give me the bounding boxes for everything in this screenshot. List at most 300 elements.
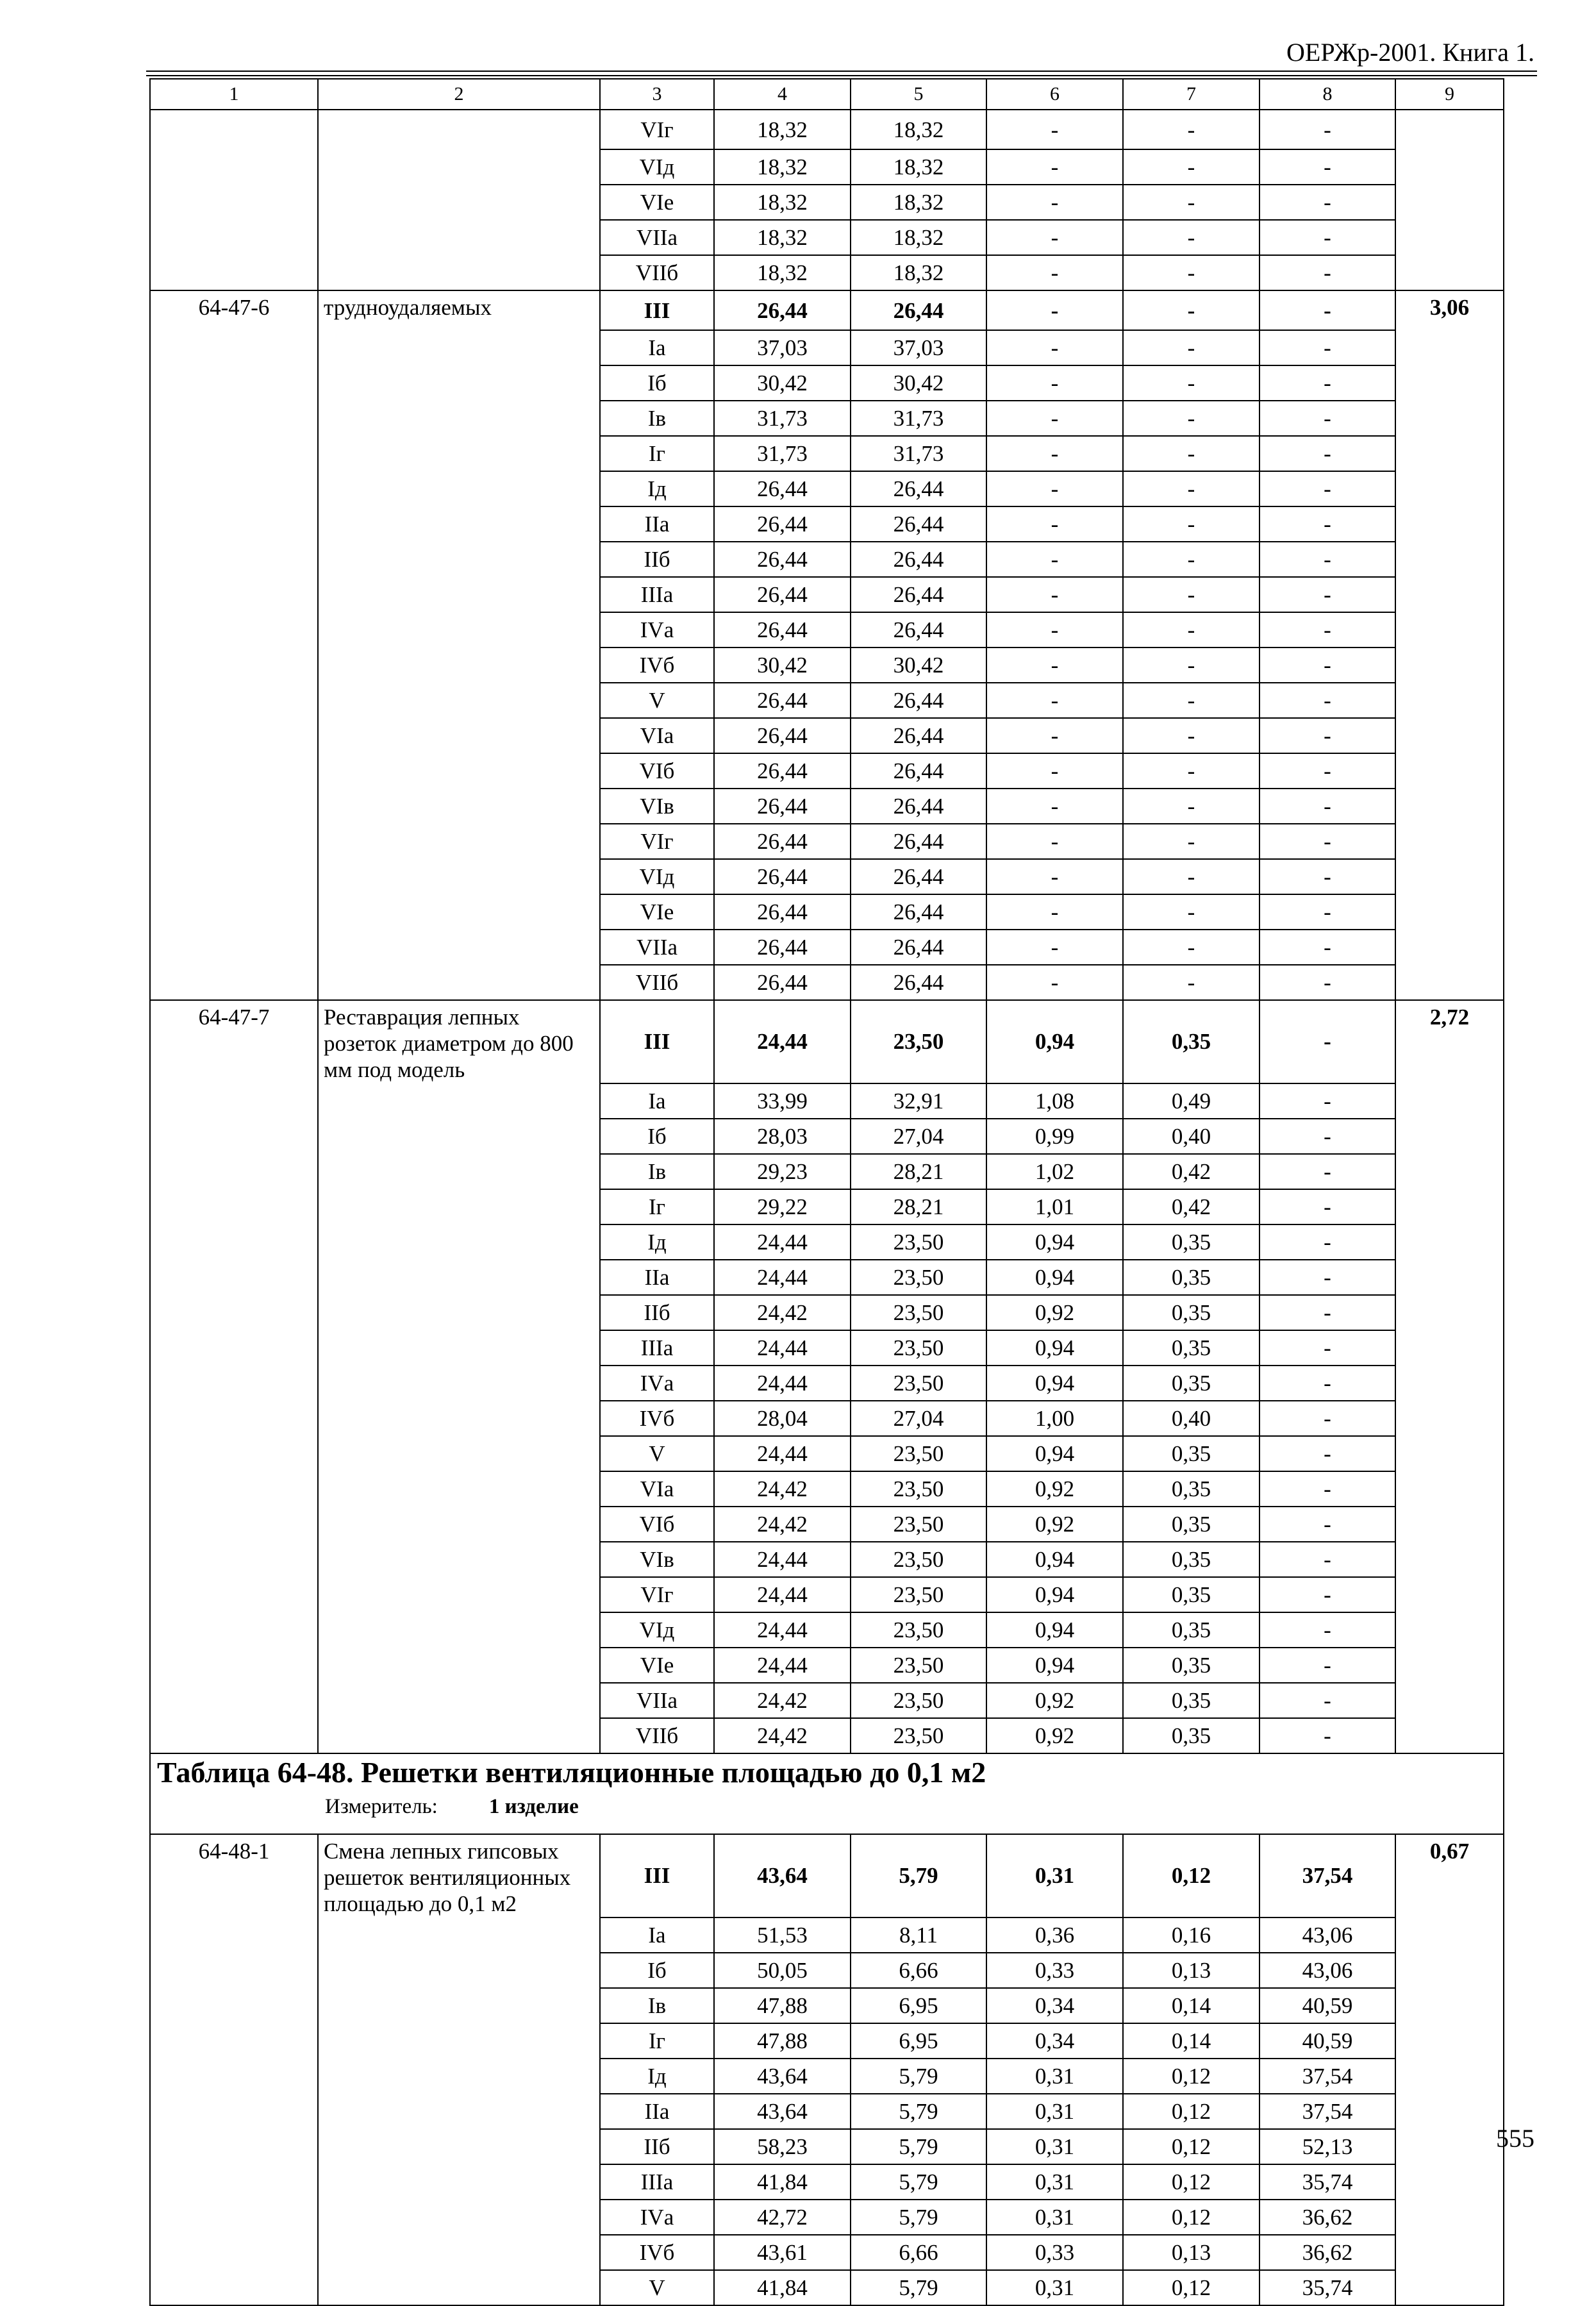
value-cell: - [986, 220, 1123, 255]
item-code-blank [150, 2023, 318, 2059]
value-cell: 23,50 [851, 1542, 986, 1577]
zone-cell: VIIб [600, 965, 714, 1000]
value-cell: 26,44 [714, 930, 851, 965]
item-note-blank [1395, 1295, 1504, 1330]
value-cell: - [1259, 789, 1395, 824]
zone-cell: IIб [600, 1295, 714, 1330]
value-cell: 40,59 [1259, 2023, 1395, 2059]
value-cell: 43,06 [1259, 1953, 1395, 1988]
value-cell: - [1123, 542, 1259, 577]
value-cell: 26,44 [851, 577, 986, 612]
value-cell: - [1123, 718, 1259, 753]
value-cell: - [1259, 1542, 1395, 1577]
value-cell: 0,94 [986, 1542, 1123, 1577]
value-cell: - [1123, 824, 1259, 859]
column-number: 2 [318, 79, 600, 110]
zone-cell: VIIб [600, 255, 714, 290]
value-cell: 0,40 [1123, 1401, 1259, 1436]
zone-cell: Iд [600, 471, 714, 506]
value-cell: - [1123, 753, 1259, 789]
value-cell: 8,11 [851, 1917, 986, 1953]
value-cell: 0,35 [1123, 1542, 1259, 1577]
value-cell: 0,99 [986, 1119, 1123, 1154]
value-cell: 23,50 [851, 1000, 986, 1083]
zone-cell: III [600, 290, 714, 330]
value-cell: 23,50 [851, 1577, 986, 1612]
item-note-blank [1395, 2129, 1504, 2164]
value-cell: 26,44 [714, 753, 851, 789]
value-cell: 0,35 [1123, 1330, 1259, 1366]
item-code-blank [150, 2270, 318, 2305]
item-note [1395, 110, 1504, 149]
item-name: Реставрация лепных розеток диаметром до 800 мм под модель [318, 1000, 600, 1083]
value-cell: 0,13 [1123, 2235, 1259, 2270]
value-cell: - [986, 965, 1123, 1000]
item-code-blank [150, 577, 318, 612]
zone-cell: Iд [600, 1224, 714, 1260]
item-note-blank [1395, 1917, 1504, 1953]
value-cell: 0,94 [986, 1330, 1123, 1366]
value-cell: 18,32 [851, 149, 986, 185]
value-cell: - [986, 930, 1123, 965]
value-cell: - [1259, 1330, 1395, 1366]
value-cell: 26,44 [714, 859, 851, 894]
zone-cell: VIа [600, 718, 714, 753]
value-cell: - [1123, 436, 1259, 471]
value-cell: - [1259, 1683, 1395, 1718]
value-cell: - [1259, 506, 1395, 542]
table-row [150, 683, 1504, 718]
item-note-blank [1395, 2023, 1504, 2059]
value-cell: 26,44 [851, 290, 986, 330]
item-name-blank [318, 1083, 600, 1119]
zone-cell: IVб [600, 2235, 714, 2270]
item-code-blank [150, 612, 318, 648]
value-cell: - [1123, 930, 1259, 965]
value-cell: - [1259, 930, 1395, 965]
item-note-blank [1395, 365, 1504, 401]
table-title: Таблица 64-48. Решетки вентиляционные площадью до 0,1 м2 [157, 1755, 986, 1789]
value-cell: 26,44 [714, 542, 851, 577]
value-cell: 0,35 [1123, 1295, 1259, 1330]
value-cell: - [1259, 471, 1395, 506]
value-cell: 24,44 [714, 1366, 851, 1401]
value-cell: - [1259, 683, 1395, 718]
item-code-blank [150, 2200, 318, 2235]
column-number-row [150, 79, 1504, 110]
value-cell: - [1123, 330, 1259, 365]
item-note-blank [1395, 2059, 1504, 2094]
value-cell: 43,61 [714, 2235, 851, 2270]
item-note-blank [1395, 2094, 1504, 2129]
item-note-blank [1395, 1683, 1504, 1718]
value-cell: 0,12 [1123, 2059, 1259, 2094]
item-name-blank [318, 471, 600, 506]
item-note-blank [1395, 930, 1504, 965]
value-cell: 26,44 [714, 965, 851, 1000]
value-cell: - [1259, 1154, 1395, 1189]
value-cell: 23,50 [851, 1330, 986, 1366]
value-cell: 26,44 [851, 859, 986, 894]
zone-cell: VIв [600, 789, 714, 824]
item-note-blank [1395, 255, 1504, 290]
item-note-blank [1395, 149, 1504, 185]
value-cell: - [1123, 255, 1259, 290]
value-cell: 0,14 [1123, 2023, 1259, 2059]
value-cell: 23,50 [851, 1224, 986, 1260]
item-code-blank [150, 894, 318, 930]
item-name-blank [318, 648, 600, 683]
item-name-blank [318, 401, 600, 436]
value-cell: 36,62 [1259, 2235, 1395, 2270]
item-name-blank [318, 718, 600, 753]
value-cell: 18,32 [851, 185, 986, 220]
table-row [150, 859, 1504, 894]
value-cell: 0,12 [1123, 2094, 1259, 2129]
item-note-blank [1395, 1612, 1504, 1648]
item-name-blank [318, 612, 600, 648]
zone-cell: V [600, 1436, 714, 1471]
value-cell: 26,44 [714, 290, 851, 330]
table-row [150, 1542, 1504, 1577]
value-cell: 26,44 [714, 824, 851, 859]
item-code [150, 110, 318, 149]
item-code: 64-47-6 [150, 290, 318, 330]
value-cell: 23,50 [851, 1366, 986, 1401]
value-cell: 5,79 [851, 2059, 986, 2094]
table-row [150, 1083, 1504, 1119]
item-note-blank [1395, 1119, 1504, 1154]
value-cell: - [986, 401, 1123, 436]
value-cell: 24,44 [714, 1612, 851, 1648]
value-cell: - [1259, 1224, 1395, 1260]
zone-cell: IIа [600, 506, 714, 542]
item-note-blank [1395, 1330, 1504, 1366]
value-cell: 24,44 [714, 1542, 851, 1577]
header-rule [146, 71, 1537, 72]
table-row [150, 1189, 1504, 1224]
zone-cell: Iг [600, 2023, 714, 2059]
value-cell: 33,99 [714, 1083, 851, 1119]
value-cell: - [1259, 1577, 1395, 1612]
value-cell: - [986, 290, 1123, 330]
value-cell: 18,32 [714, 220, 851, 255]
value-cell: 0,35 [1123, 1507, 1259, 1542]
value-cell: - [986, 365, 1123, 401]
item-name-blank [318, 185, 600, 220]
item-code-blank [150, 1436, 318, 1471]
zone-cell: IIб [600, 542, 714, 577]
item-code-blank [150, 1471, 318, 1507]
table-row [150, 2164, 1504, 2200]
item-code-blank [150, 1189, 318, 1224]
item-name-blank [318, 1577, 600, 1612]
zone-cell: Iб [600, 1119, 714, 1154]
zone-cell: Iг [600, 436, 714, 471]
value-cell: 27,04 [851, 1401, 986, 1436]
item-note-blank [1395, 1260, 1504, 1295]
item-code-blank [150, 1224, 318, 1260]
value-cell: 26,44 [714, 471, 851, 506]
column-number: 1 [150, 79, 318, 110]
table-row [150, 1000, 1504, 1083]
value-cell: - [1259, 1119, 1395, 1154]
item-name-blank [318, 1330, 600, 1366]
value-cell: 0,12 [1123, 2129, 1259, 2164]
item-note-blank [1395, 789, 1504, 824]
measure-value: 1 изделие [488, 1794, 579, 1818]
table-row [150, 1648, 1504, 1683]
value-cell: 0,92 [986, 1471, 1123, 1507]
zone-cell: VIа [600, 1471, 714, 1507]
value-cell: - [1259, 185, 1395, 220]
item-name-blank [318, 1436, 600, 1471]
table-row [150, 1577, 1504, 1612]
item-name [318, 110, 600, 149]
table-row [150, 1401, 1504, 1436]
value-cell: 26,44 [851, 683, 986, 718]
item-code-blank [150, 1648, 318, 1683]
value-cell: - [1259, 1189, 1395, 1224]
table-title-cell [150, 1753, 1504, 1834]
table-row [150, 436, 1504, 471]
value-cell: 0,12 [1123, 2200, 1259, 2235]
item-name-blank [318, 1260, 600, 1295]
item-note-blank [1395, 859, 1504, 894]
zone-cell: Iв [600, 1154, 714, 1189]
item-name-blank [318, 1401, 600, 1436]
item-code-blank [150, 930, 318, 965]
item-name-blank [318, 1471, 600, 1507]
value-cell: - [1259, 1083, 1395, 1119]
value-cell: - [1123, 506, 1259, 542]
table-row [150, 542, 1504, 577]
item-note-blank [1395, 220, 1504, 255]
header-rule-double [146, 75, 1537, 76]
value-cell: 26,44 [714, 612, 851, 648]
item-note-blank [1395, 718, 1504, 753]
value-cell: 51,53 [714, 1917, 851, 1953]
item-name-blank [318, 1224, 600, 1260]
item-note-blank [1395, 612, 1504, 648]
column-number: 9 [1395, 79, 1504, 110]
item-name-blank [318, 2059, 600, 2094]
item-code-blank [150, 471, 318, 506]
zone-cell: IVа [600, 612, 714, 648]
item-name-blank [318, 1507, 600, 1542]
column-number: 5 [851, 79, 986, 110]
value-cell: 0,35 [1123, 1471, 1259, 1507]
value-cell: - [986, 506, 1123, 542]
value-cell: 26,44 [714, 683, 851, 718]
item-code-blank [150, 2059, 318, 2094]
item-code-blank [150, 1295, 318, 1330]
table-row [150, 824, 1504, 859]
value-cell: 31,73 [714, 436, 851, 471]
value-cell: 0,49 [1123, 1083, 1259, 1119]
value-cell: 0,31 [986, 2094, 1123, 2129]
value-cell: 18,32 [851, 255, 986, 290]
value-cell: 24,44 [714, 1648, 851, 1683]
value-cell: - [1259, 718, 1395, 753]
value-cell: 30,42 [714, 365, 851, 401]
table-row [150, 1718, 1504, 1753]
table-row [150, 1953, 1504, 1988]
value-cell: 24,44 [714, 1330, 851, 1366]
value-cell: 37,03 [714, 330, 851, 365]
item-name-blank [318, 1988, 600, 2023]
value-cell: - [1259, 1612, 1395, 1648]
value-cell: 0,31 [986, 2164, 1123, 2200]
value-cell: 1,00 [986, 1401, 1123, 1436]
item-note-blank [1395, 330, 1504, 365]
item-name-blank [318, 894, 600, 930]
item-code-blank [150, 1988, 318, 2023]
value-cell: 26,44 [851, 824, 986, 859]
table-row [150, 330, 1504, 365]
value-cell: 32,91 [851, 1083, 986, 1119]
document-header-title: ОЕРЖр-2001. Книга 1. [1286, 38, 1534, 67]
value-cell: - [1259, 612, 1395, 648]
value-cell: 0,92 [986, 1683, 1123, 1718]
column-number: 4 [714, 79, 851, 110]
item-code-blank [150, 1119, 318, 1154]
value-cell: - [1259, 965, 1395, 1000]
value-cell: - [1123, 648, 1259, 683]
value-cell: 18,32 [851, 220, 986, 255]
value-cell: - [1259, 859, 1395, 894]
column-number: 3 [600, 79, 714, 110]
value-cell: - [986, 648, 1123, 683]
item-name-blank [318, 1683, 600, 1718]
item-code-blank [150, 542, 318, 577]
value-cell: 31,73 [714, 401, 851, 436]
item-name-blank [318, 1119, 600, 1154]
value-cell: - [1123, 401, 1259, 436]
item-name: трудноудаляемых [318, 290, 600, 330]
value-cell: - [986, 612, 1123, 648]
zone-cell: VIIб [600, 1718, 714, 1753]
item-code-blank [150, 255, 318, 290]
zone-cell: Iа [600, 330, 714, 365]
table-row [150, 185, 1504, 220]
value-cell: 26,44 [851, 753, 986, 789]
value-cell: - [1259, 330, 1395, 365]
value-cell: - [1259, 401, 1395, 436]
value-cell: 29,23 [714, 1154, 851, 1189]
value-cell: 18,32 [851, 110, 986, 149]
value-cell: 0,35 [1123, 1366, 1259, 1401]
item-code-blank [150, 1260, 318, 1295]
value-cell: 0,94 [986, 1366, 1123, 1401]
zone-cell: VIе [600, 894, 714, 930]
value-cell: 26,44 [851, 930, 986, 965]
value-cell: - [986, 255, 1123, 290]
table-row [150, 1295, 1504, 1330]
value-cell: 0,35 [1123, 1683, 1259, 1718]
table-row [150, 894, 1504, 930]
value-cell: 24,42 [714, 1507, 851, 1542]
value-cell: 5,79 [851, 2270, 986, 2305]
value-cell: 31,73 [851, 401, 986, 436]
rates-table [149, 78, 1504, 2306]
value-cell: 26,44 [714, 789, 851, 824]
value-cell: 37,03 [851, 330, 986, 365]
value-cell: 26,44 [714, 718, 851, 753]
zone-cell: VIв [600, 1542, 714, 1577]
zone-cell: VIе [600, 185, 714, 220]
value-cell: - [1259, 365, 1395, 401]
value-cell: 0,94 [986, 1260, 1123, 1295]
zone-cell: VIг [600, 824, 714, 859]
zone-cell: VIг [600, 110, 714, 149]
zone-cell: Iг [600, 1189, 714, 1224]
value-cell: 24,44 [714, 1577, 851, 1612]
zone-cell: Iв [600, 401, 714, 436]
value-cell: 0,92 [986, 1295, 1123, 1330]
item-name-blank [318, 1718, 600, 1753]
item-code-blank [150, 220, 318, 255]
item-name: Смена лепных гипсовых решеток вентиляционных площадью до 0,1 м2 [318, 1834, 600, 1917]
value-cell: 29,22 [714, 1189, 851, 1224]
table-row [150, 1224, 1504, 1260]
item-note-blank [1395, 1154, 1504, 1189]
table-row [150, 365, 1504, 401]
item-code-blank [150, 753, 318, 789]
value-cell: 0,35 [1123, 1718, 1259, 1753]
value-cell: - [1259, 1000, 1395, 1083]
value-cell: 27,04 [851, 1119, 986, 1154]
value-cell: 18,32 [714, 185, 851, 220]
table-row [150, 930, 1504, 965]
value-cell: - [986, 330, 1123, 365]
value-cell: 28,03 [714, 1119, 851, 1154]
value-cell: - [1123, 789, 1259, 824]
item-code-blank [150, 683, 318, 718]
item-note-blank [1395, 1542, 1504, 1577]
value-cell: 6,95 [851, 2023, 986, 2059]
table-row [150, 2129, 1504, 2164]
item-code-blank [150, 2164, 318, 2200]
value-cell: - [986, 542, 1123, 577]
value-cell: 37,54 [1259, 2059, 1395, 2094]
item-name-blank [318, 683, 600, 718]
value-cell: 24,44 [714, 1260, 851, 1295]
zone-cell: Iб [600, 365, 714, 401]
item-note-blank [1395, 2164, 1504, 2200]
table-row [150, 2059, 1504, 2094]
value-cell: 18,32 [714, 149, 851, 185]
value-cell: 24,44 [714, 1224, 851, 1260]
table-row [150, 290, 1504, 330]
zone-cell: III [600, 1834, 714, 1917]
item-note-blank [1395, 965, 1504, 1000]
value-cell: - [1259, 894, 1395, 930]
value-cell: 18,32 [714, 255, 851, 290]
value-cell: 23,50 [851, 1718, 986, 1753]
measure-line [325, 1796, 1503, 1817]
value-cell: 0,13 [1123, 1953, 1259, 1988]
item-note-blank [1395, 1471, 1504, 1507]
value-cell: 26,44 [851, 894, 986, 930]
value-cell: 5,79 [851, 2129, 986, 2164]
item-name-blank [318, 2129, 600, 2164]
item-note-blank [1395, 2200, 1504, 2235]
item-code-blank [150, 965, 318, 1000]
value-cell: 0,34 [986, 1988, 1123, 2023]
column-number: 8 [1259, 79, 1395, 110]
value-cell: 6,66 [851, 2235, 986, 2270]
